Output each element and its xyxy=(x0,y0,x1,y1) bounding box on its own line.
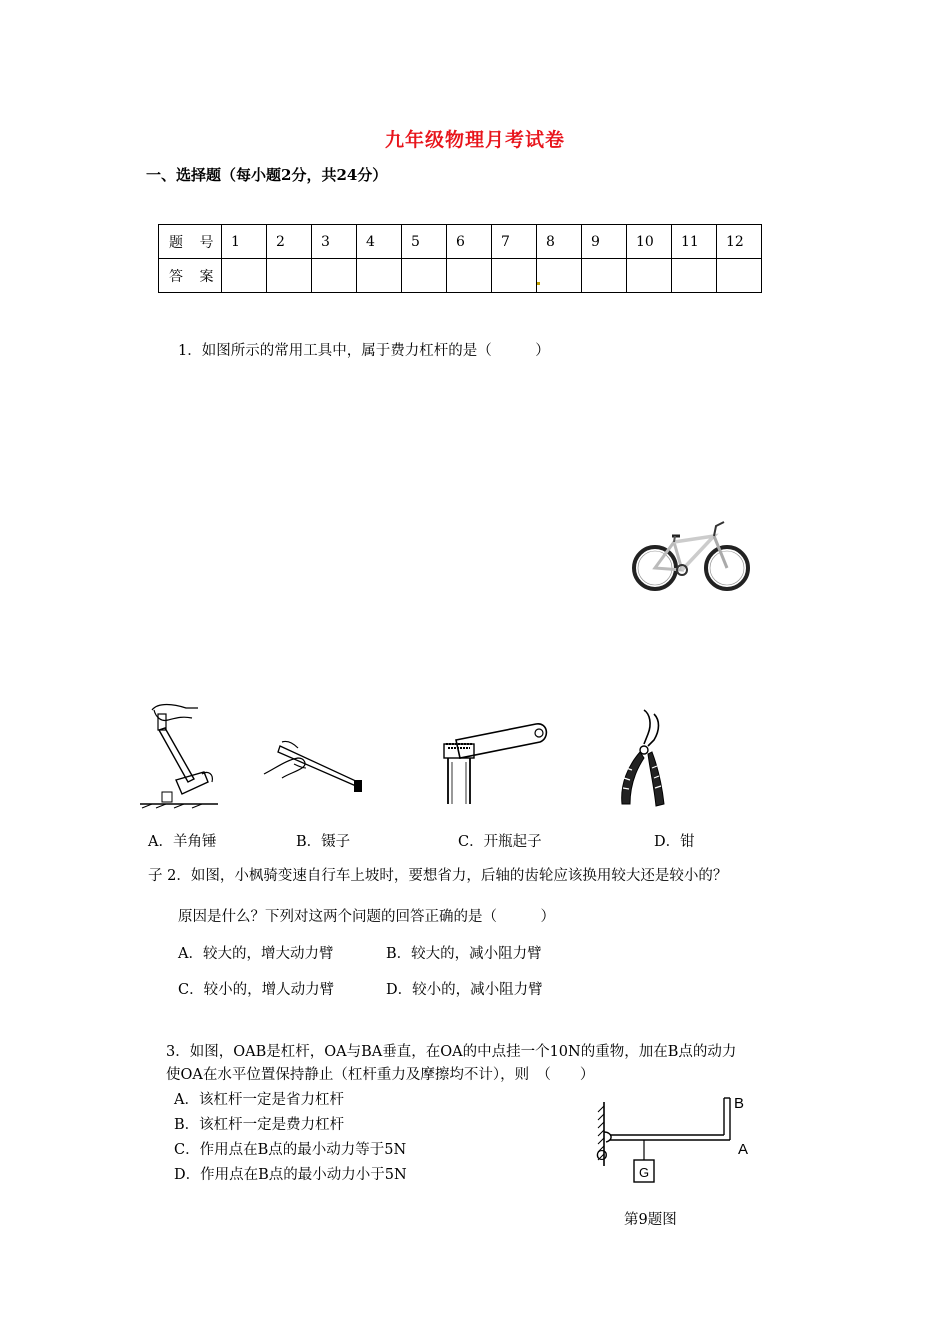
label-o: O xyxy=(596,1147,608,1164)
answer-cell[interactable] xyxy=(717,259,762,293)
q1-option-a: A．羊角锤 xyxy=(148,834,217,850)
table-cell: 3 xyxy=(312,225,357,259)
answer-cell[interactable] xyxy=(447,259,492,293)
stray-mark xyxy=(537,282,540,285)
q3-line1: 3．如图，OAB是杠杆，OA与BA垂直，在OA的中点挂一个10N的重物，加在B点的动力 xyxy=(166,1044,737,1060)
q1-option-d: D．钳 xyxy=(654,834,695,850)
pliers-image xyxy=(610,706,672,812)
page-title: 九年级物理月考试卷 xyxy=(384,129,565,151)
table-cell: 8 xyxy=(537,225,582,259)
table-cell: 7 xyxy=(492,225,537,259)
table-row xyxy=(159,259,762,293)
label-a: A xyxy=(738,1141,749,1158)
answer-cell[interactable] xyxy=(357,259,402,293)
q2-option-c: C．较小的，增人动力臂 xyxy=(178,982,335,998)
q3-line2: 使OA在水平位置保持静止（杠杆重力及摩擦均不计），则 （ ） xyxy=(166,1067,595,1083)
answer-cell[interactable] xyxy=(312,259,357,293)
q3-option-c: C．作用点在B点的最小动力等于5N xyxy=(174,1142,407,1158)
lever-diagram xyxy=(590,1088,760,1194)
q3-option-a: A．该杠杆一定是省力杠杆 xyxy=(174,1092,344,1108)
answer-cell[interactable] xyxy=(627,259,672,293)
table-cell: 2 xyxy=(267,225,312,259)
table-cell: 4 xyxy=(357,225,402,259)
answer-cell[interactable] xyxy=(492,259,537,293)
q2-line1: 子 2．如图，小枫骑变速自行车上坡时，要想省力，后轴的齿轮应该换用较大还是较小的？ xyxy=(148,868,728,884)
answer-table xyxy=(158,224,762,293)
q2-option-d: D．较小的，减小阻力臂 xyxy=(386,982,543,998)
q3-option-d: D．作用点在B点的最小动力小于5N xyxy=(174,1167,407,1183)
tweezers-image xyxy=(258,738,370,796)
bottle-opener-image xyxy=(436,712,554,808)
table-cell: 6 xyxy=(447,225,492,259)
bicycle-image xyxy=(628,520,756,592)
claw-hammer-image xyxy=(132,700,222,812)
q1-option-c: C．开瓶起子 xyxy=(458,834,542,850)
answer-cell[interactable] xyxy=(582,259,627,293)
q1-option-b: B．镊子 xyxy=(296,834,351,850)
table-cell: 5 xyxy=(402,225,447,259)
label-g: G xyxy=(638,1165,650,1180)
answer-cell[interactable] xyxy=(672,259,717,293)
answer-cell[interactable] xyxy=(222,259,267,293)
table-cell: 1 xyxy=(222,225,267,259)
answer-cell[interactable] xyxy=(402,259,447,293)
q2-option-a: A．较大的，增大动力臂 xyxy=(178,946,334,962)
table-cell: 9 xyxy=(582,225,627,259)
q3-option-b: B．该杠杆一定是费力杠杆 xyxy=(174,1117,345,1133)
table-cell: 10 xyxy=(627,225,672,259)
answer-cell[interactable] xyxy=(267,259,312,293)
figure-caption: 第9题图 xyxy=(624,1212,677,1228)
answer-cell[interactable] xyxy=(537,259,582,293)
table-header-answer: 答 案 xyxy=(159,259,222,293)
label-b: B xyxy=(734,1095,745,1112)
table-row xyxy=(159,225,762,259)
q1-stem: 1．如图所示的常用工具中，属于费力杠杆的是（ ） xyxy=(178,343,550,359)
table-cell: 11 xyxy=(672,225,717,259)
table-cell: 12 xyxy=(717,225,762,259)
section-heading: 一、选择题（每小题2分，共24分） xyxy=(146,166,388,184)
q2-line2: 原因是什么？下列对这两个问题的回答正确的是（ ） xyxy=(178,909,555,925)
q2-option-b: B．较大的，减小阻力臂 xyxy=(386,946,542,962)
table-header-number: 题 号 xyxy=(159,225,222,259)
